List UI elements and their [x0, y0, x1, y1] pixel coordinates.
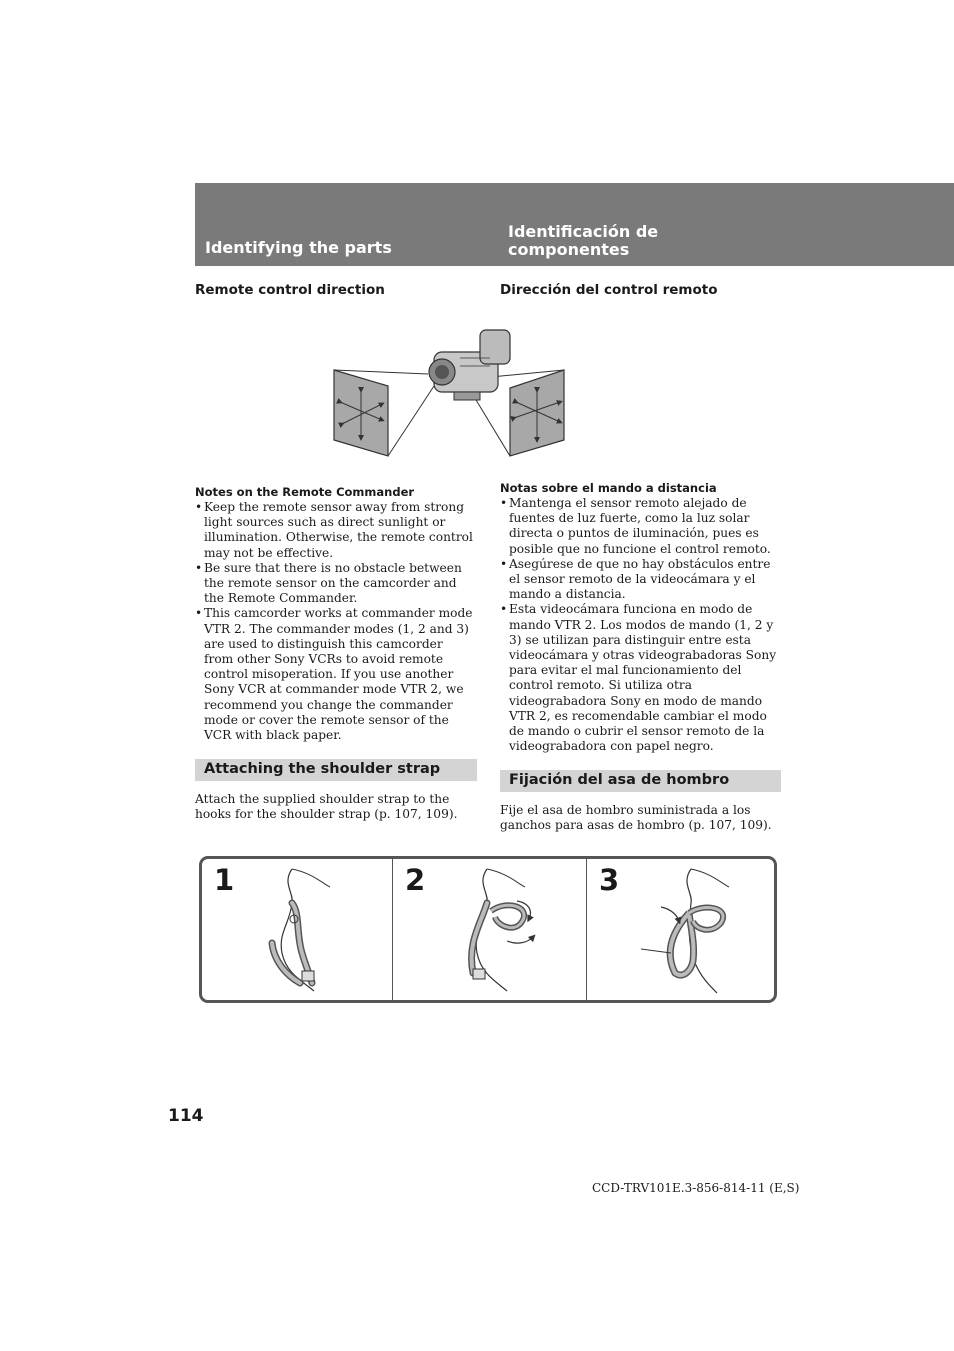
section-title-es — [508, 223, 658, 259]
strap-step-3-icon — [631, 863, 771, 998]
step-panel-1 — [202, 859, 392, 1000]
remote-direction-illustration — [330, 322, 570, 462]
remote-direction-title-en: Remote control direction — [195, 282, 385, 298]
note-item: • Mantenga el sensor remoto alejado de fuentes de luz fuerte, como la luz solar directa o puntos de iluminación, pues es posible que no funcione el control remoto. — [500, 496, 785, 557]
document-code: CCD-TRV101E.3-856-814-11 (E,S) — [592, 1181, 800, 1195]
section-title-es-line2: componentes — [508, 240, 630, 259]
left-sensor-panel — [334, 370, 388, 456]
section-title-es-line1: Identificación de — [508, 222, 659, 241]
notes-title-en: Notes on the Remote Commander — [195, 485, 415, 499]
section-title-en: Identifying the parts — [205, 238, 392, 257]
note-item: • Asegúrese de que no hay obstáculos entre el sensor remoto de la videocámara y el mando a distancia. — [500, 557, 785, 603]
step-number: 1 — [214, 863, 235, 897]
strap-title-es: Fijación del asa de hombro — [509, 772, 730, 788]
strap-title-en: Attaching the shoulder strap — [204, 761, 441, 777]
right-sensor-panel — [510, 370, 564, 456]
step-number: 3 — [599, 863, 620, 897]
strap-text-en: Attach the supplied shoulder strap to the hooks for the shoulder strap (p. 107, 109). — [195, 792, 458, 822]
note-item: • Be sure that there is no obstacle between the remote sensor on the camcorder and the Remote Commander. — [195, 561, 475, 607]
notes-list-es — [500, 496, 785, 754]
strap-step-2-icon — [437, 863, 577, 998]
strap-steps-figure — [199, 856, 777, 1003]
step-number: 2 — [405, 863, 426, 897]
note-item: • This camcorder works at commander mode VTR 2. The commander modes (1, 2 and 3) are used to distinguish this camcorder from other Sony VCRs to avoid remote control misoperation. If you use another Sony VCR at commander mode VTR 2, we recommend you change the commander mode or cover the remote sensor of the VCR with black paper. — [195, 606, 475, 743]
strap-step-1-icon — [252, 863, 382, 998]
strap-section-bar-es — [500, 770, 781, 792]
note-item: • Keep the remote sensor away from strong light sources such as direct sunlight or illumination. Otherwise, the remote control may not be effective. — [195, 500, 475, 561]
strap-section-bar-en — [195, 759, 477, 781]
step-panel-2 — [392, 859, 587, 1000]
notes-list-en — [195, 500, 475, 743]
step-panel-3 — [586, 859, 777, 1000]
note-item: • Esta videocámara funciona en modo de mando VTR 2. Los modos de mando (1, 2 y 3) se utilizan para distinguir entre esta videocámara y otras videograbadoras Sony para evitar el mal funcionamiento del control remoto. Si utiliza otra videograbadora Sony en modo de mando VTR 2, es recomendable cambiar el modo de mando o cubrir el sensor remoto de la videograbadora con papel negro. — [500, 602, 785, 754]
remote-direction-title-es: Dirección del control remoto — [500, 282, 718, 298]
notes-title-es: Notas sobre el mando a distancia — [500, 481, 717, 495]
page-number: 114 — [168, 1106, 204, 1126]
camcorder-icon — [429, 330, 510, 400]
strap-text-es: Fije el asa de hombro suministrada a los ganchos para asas de hombro (p. 107, 109). — [500, 803, 772, 833]
